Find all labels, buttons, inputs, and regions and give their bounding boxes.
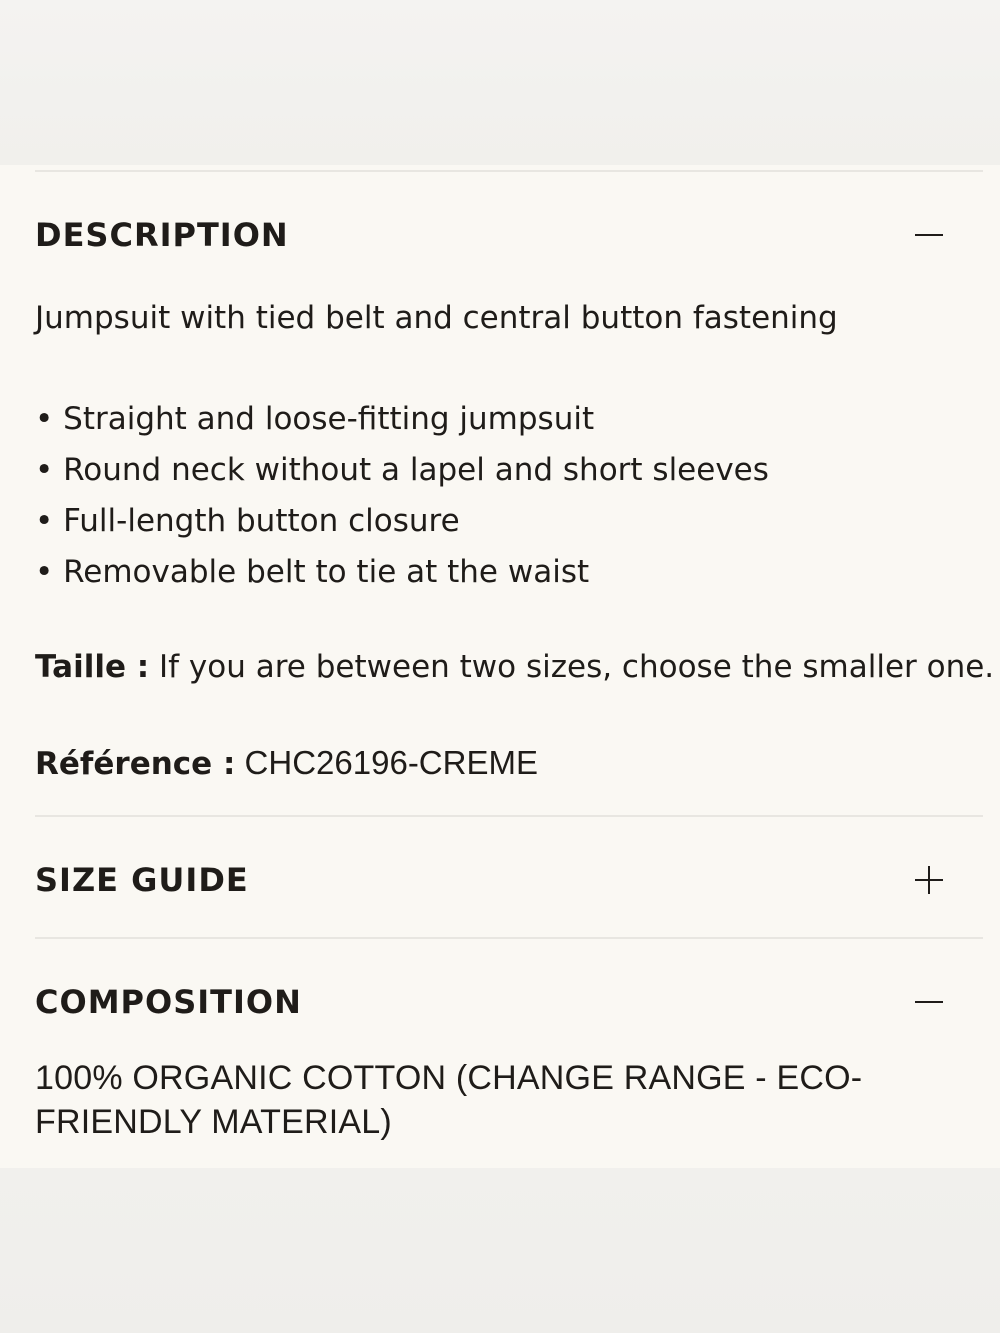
size-guide-title: SIZE GUIDE (35, 861, 249, 899)
divider (35, 815, 983, 817)
list-item: • Full-length button closure (35, 503, 460, 539)
blurred-background-bottom (0, 1168, 1000, 1333)
list-item: • Removable belt to tie at the waist (35, 554, 590, 590)
size-guide-accordion-header[interactable] (35, 850, 945, 910)
description-intro: Jumpsuit with tied belt and central button fastening (35, 300, 838, 336)
list-item: • Round neck without a lapel and short sleeves (35, 452, 769, 488)
size-advice-label: Taille : (35, 649, 150, 685)
product-reference (35, 737, 538, 790)
description-accordion-header[interactable] (35, 205, 945, 265)
divider (35, 170, 983, 172)
composition-text: 100% ORGANIC COTTON (CHANGE RANGE - ECO-FRIENDLY MATERIAL) (35, 1059, 863, 1141)
blurred-background-top (0, 0, 1000, 165)
divider (35, 937, 983, 939)
composition-title: COMPOSITION (35, 983, 302, 1021)
plus-icon[interactable] (913, 864, 945, 896)
feature-list (35, 394, 769, 598)
size-advice (35, 642, 994, 693)
composition-accordion-header[interactable] (35, 972, 945, 1032)
reference-value: CHC26196-CREME (235, 744, 538, 781)
minus-icon[interactable] (913, 219, 945, 251)
description-title: DESCRIPTION (35, 216, 289, 254)
reference-label: Référence : (35, 746, 236, 782)
minus-icon[interactable] (913, 986, 945, 1018)
size-advice-text: If you are between two sizes, choose the smaller one. (149, 649, 995, 685)
list-item: • Straight and loose-fitting jumpsuit (35, 401, 595, 437)
